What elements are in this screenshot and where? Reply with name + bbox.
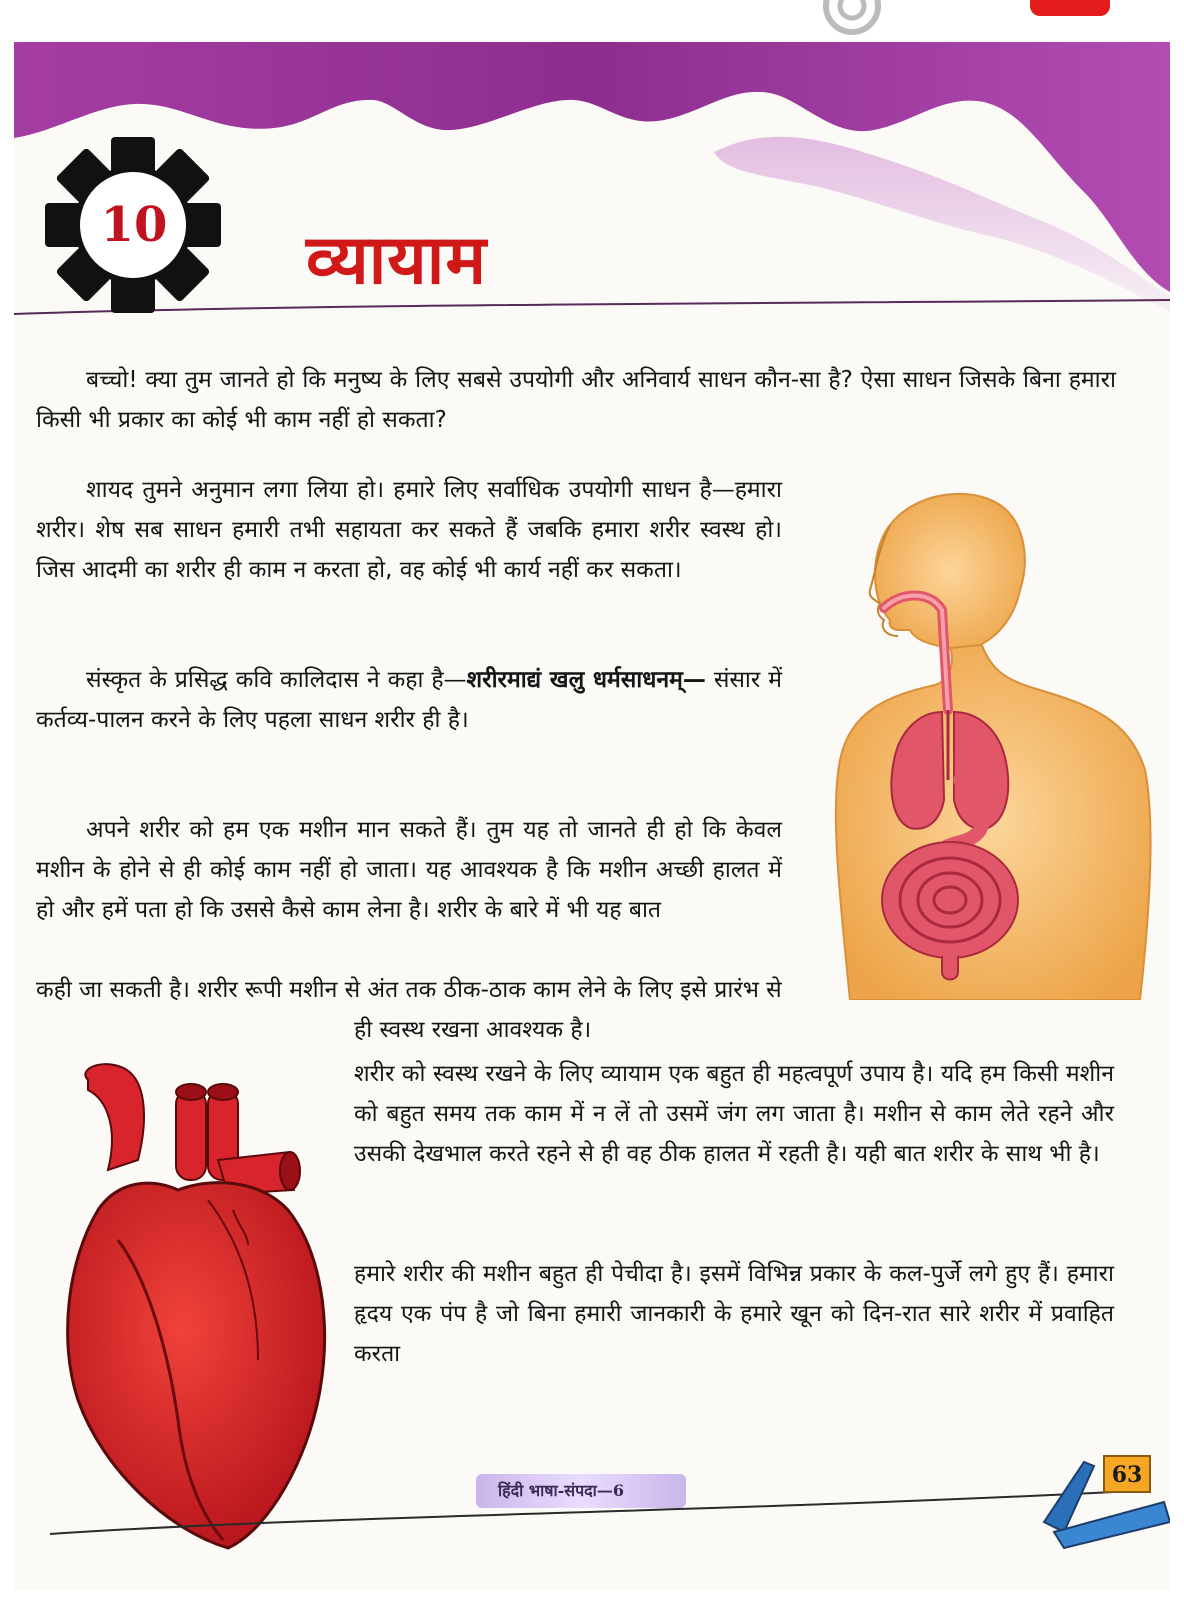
chapter-number: 10 bbox=[100, 197, 168, 253]
intro-paragraph: बच्चो! क्या तुम जानते हो कि मनुष्य के लिए सबसे उपयोगी और अनिवार्य साधन कौन-सा है? ऐसा साधन जिसके बिना हमारा किसी भी प्रकार का कोई भी काम नहीं हो सकता? bbox=[36, 367, 1116, 433]
kalidas-meaning: संसार में कर्तव्य-पालन करने के लिए पहला साधन शरीर ही है। bbox=[36, 667, 782, 733]
textbook-page bbox=[14, 42, 1170, 1590]
paragraph-machine-end: ही स्वस्थ रखना आवश्यक है। bbox=[354, 1017, 592, 1043]
paragraph-kalidas bbox=[36, 660, 782, 740]
paragraph-machine: अपने शरीर को हम एक मशीन मान सकते हैं। तुम यह तो जानते ही हो कि केवल मशीन के होने से ही कोई काम नहीं हो जाता। यह आवश्यक है कि मशीन अच्छी हालत में हो और हमें पता हो कि उससे कैसे काम लेना है। शरीर के बारे में भी यह बात bbox=[36, 817, 782, 923]
screen-top-bar bbox=[0, 0, 1184, 42]
paragraph-machine-continued: कही जा सकती है। शरीर रूपी मशीन से अंत तक ठीक-ठाक काम लेने के लिए इसे प्रारंभ से bbox=[36, 977, 782, 1003]
kalidas-lead: संस्कृत के प्रसिद्ध कवि कालिदास ने कहा है— bbox=[86, 667, 467, 693]
chapter-title: व्यायाम bbox=[306, 221, 488, 300]
paragraph-heart-pump: हमारे शरीर की मशीन बहुत ही पेचीदा है। इसमें विभिन्न प्रकार के कल-पुर्जे लगे हुए हैं। हमारा हृदय एक पंप है जो बिना हमारी जानकारी के हमारे खून को दिन-रात सारे शरीर में प्रवाहित करता bbox=[354, 1261, 1114, 1367]
paragraph-exercise: शरीर को स्वस्थ रखने के लिए व्यायाम एक बहुत ही महत्वपूर्ण उपाय है। यदि हम किसी मशीन को बहुत समय तक काम में न लें तो उसमें जंग लग जाता है। मशीन से काम लेते रहने और उसकी देखभाल करते रहने से ही वह ठीक हालत में रहती है। यही बात शरीर के साथ भी है। bbox=[354, 1061, 1114, 1167]
sanskrit-quote: शरीरमाद्यं खलु धर्मसाधनम्— bbox=[466, 667, 706, 693]
body-organs-illustration bbox=[830, 480, 1160, 1000]
page-number: 63 bbox=[1111, 1462, 1143, 1488]
red-button-icon bbox=[1030, 0, 1110, 16]
paragraph-body-tool: शायद तुमने अनुमान लगा लिया हो। हमारे लिए सर्वाधिक उपयोगी साधन है—हमारा शरीर। शेष सब साधन हमारी तभी सहायता कर सकते हैं जबकि हमारा शरीर स्वस्थ हो। जिस आदमी का शरीर ही काम न करता हो, वह कोई भी कार्य नहीं कर सकता। bbox=[36, 477, 782, 583]
book-title: हिंदी भाषा-संपदा—6 bbox=[498, 1481, 624, 1500]
